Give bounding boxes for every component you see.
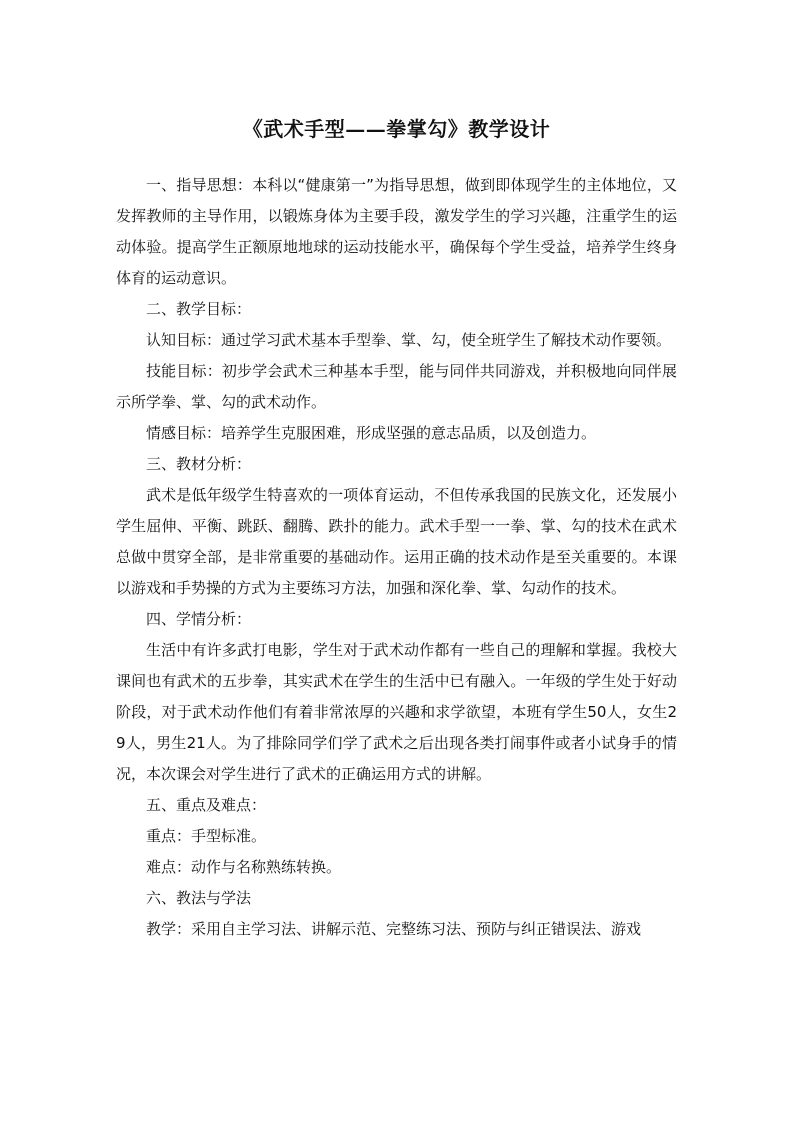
paragraph-key-point: 重点：手型标准。 [146, 827, 267, 845]
document-title: 《武术手型——拳掌勾》教学设计 [242, 117, 551, 141]
heading-key-points: 五、重点及难点： [146, 796, 267, 814]
paragraph-guiding-ideology: 一、指导思想：本科以“健康第一”为指导思想，做到即体现学生的主体地位，又发挥教师的主导作用，以锻炼身体为主要手段，激发学生的学习兴趣，注重学生的运动体验。提高学生正额原地地球的运动技能水平，确保每个学生受益，培养学生终身体育的运动意识。 [116, 176, 677, 287]
paragraph-difficult-point: 难点：动作与名称熟练转换。 [146, 858, 342, 876]
paragraph-skill-objective: 技能目标：初步学会武术三种基本手型，能与同伴共同游戏，并积极地向同伴展示所学拳、掌、勾的武术动作。 [116, 362, 677, 411]
heading-material-analysis: 三、教材分析： [146, 455, 252, 473]
heading-student-analysis: 四、学情分析： [146, 610, 252, 628]
heading-teaching-objectives: 二、教学目标： [146, 300, 252, 318]
document-body [116, 170, 677, 945]
paragraph-student-analysis: 生活中有许多武打电影，学生对于武术动作都有一些自己的理解和掌握。我校大课间也有武术的五步拳，其实武术在学生的生活中已有融入。一年级的学生处于好动阶段，对于武术动作他们有着非常浓厚的兴趣和求学欲望，本班有学生50人，女生29人，男生21人。为了排除同学们学了武术之后出现各类打闹事件或者小试身手的情况，本次课会对学生进行了武术的正确运用方式的讲解。 [116, 641, 677, 783]
paragraph-cognitive-objective: 认知目标：通过学习武术基本手型拳、掌、勾，使全班学生了解技术动作要领。 [146, 331, 672, 349]
paragraph-teaching-methods: 教学：采用自主学习法、讲解示范、完整练习法、预防与纠正错误法、游戏 [146, 920, 642, 938]
paragraph-affective-objective: 情感目标：培养学生克服困难，形成坚强的意志品质，以及创造力。 [146, 424, 597, 442]
heading-methods: 六、教法与学法 [146, 889, 252, 907]
paragraph-material-analysis: 武术是低年级学生特喜欢的一项体育运动，不但传承我国的民族文化，还发展小学生屈伸、平衡、跳跃、翻腾、跌扑的能力。武术手型一一拳、掌、勾的技术在武术总做中贯穿全部，是非常重要的基础动作。运用正确的技术动作是至关重要的。本课以游戏和手势操的方式为主要练习方法，加强和深化拳、掌、勾动作的技术。 [116, 486, 677, 597]
